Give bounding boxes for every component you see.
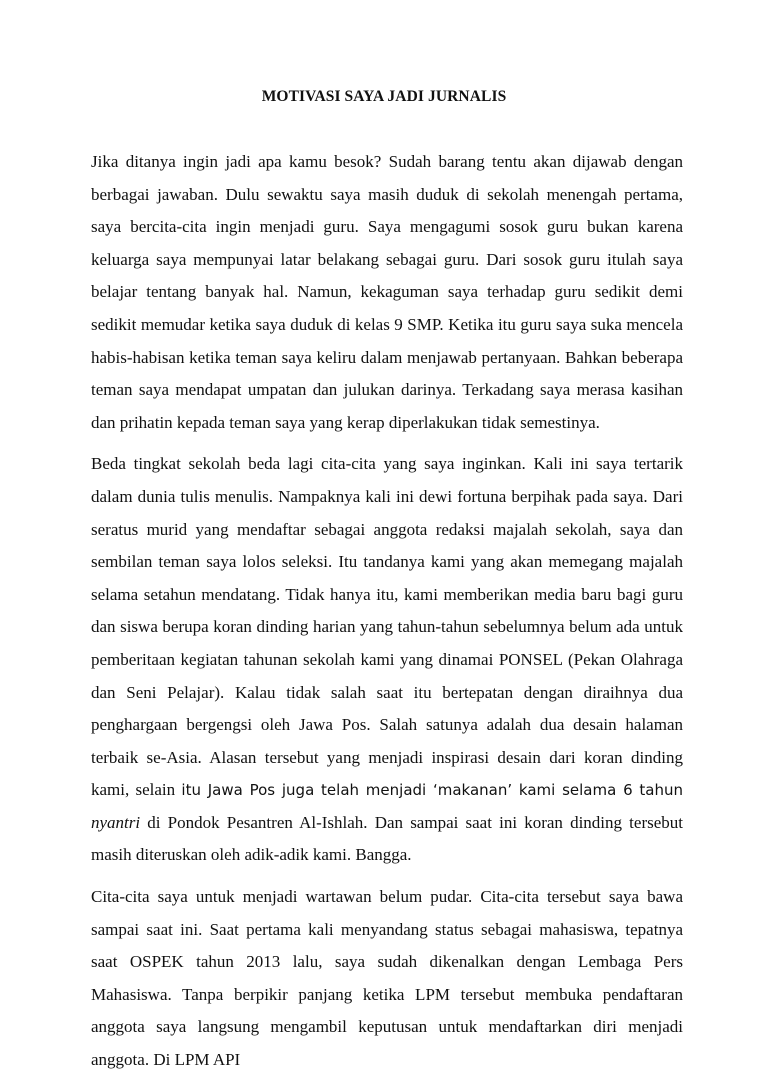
paragraph-2-text-a: Beda tingkat sekolah beda lagi cita-cita yang saya inginkan. Kali ini saya tertarik dalam dunia tulis menulis. Nampaknya kali ini dewi fortuna berpihak pada saya. Dari seratus murid yang mendaftar sebagai anggota redaksi majalah sekolah, saya dan sembilan teman saya lolos seleksi. Itu tandanya kami yang akan memegang majalah selama setahun mendatang. Tidak hanya itu, kami memberikan media baru bagi guru dan siswa berupa koran dinding harian yang tahun-tahun sebelumnya belum ada untuk pemberitaan kegiatan tahunan sekolah kami yang dinamai PONSEL (Pekan Olahraga dan Seni Pelajar). Kalau tidak salah saat itu bertepatan dengan diraihnya dua penghargaan bergengsi oleh Jawa Pos. Salah satunya adalah dua desain halaman terbaik se-Asia. Alasan tersebut yang menjadi inspirasi desain dari koran dinding kami, selain [91, 454, 683, 800]
paragraph-2-text-b: itu Jawa Pos juga telah menjadi ‘makanan’ kami selama 6 tahun [181, 781, 683, 800]
italic-term: nyantri [91, 812, 141, 832]
paragraph-2 [91, 448, 683, 872]
paragraph-2-text-c: di Pondok Pesantren Al-Ishlah. Dan sampai saat ini koran dinding tersebut masih diteruskan oleh adik-adik kami. Bangga. [91, 812, 683, 865]
paragraph-3: Cita-cita saya untuk menjadi wartawan belum pudar. Cita-cita tersebut saya bawa sampai saat ini. Saat pertama kali menyandang status sebagai mahasiswa, tepatnya saat OSPEK tahun 2013 lalu, saya sudah dikenalkan dengan Lembaga Pers Mahasiswa. Tanpa berpikir panjang ketika LPM tersebut membuka pendaftaran anggota saya langsung mengambil keputusan untuk mendaftarkan diri menjadi anggota. Di LPM API [91, 887, 683, 1070]
document-title: MOTIVASI SAYA JADI JURNALIS [261, 88, 507, 105]
paragraph-1: Jika ditanya ingin jadi apa kamu besok? Sudah barang tentu akan dijawab dengan berbagai jawaban. Dulu sewaktu saya masih duduk di sekolah menengah pertama, saya bercita-cita ingin menjadi guru. Saya mengagumi sosok guru bukan karena keluarga saya mempunyai latar belakang sebagai guru. Dari sosok guru itulah saya belajar tentang banyak hal. Namun, kekaguman saya terhadap guru sedikit demi sedikit memudar ketika saya duduk di kelas 9 SMP. Ketika itu guru saya suka mencela habis-habisan ketika teman saya keliru dalam menjawab pertanyaan. Bahkan beberapa teman saya mendapat umpatan dan julukan darinya. Terkadang saya merasa kasihan dan prihatin kepada teman saya yang kerap diperlakukan tidak semestinya. [91, 152, 683, 432]
document-body [91, 146, 683, 1086]
